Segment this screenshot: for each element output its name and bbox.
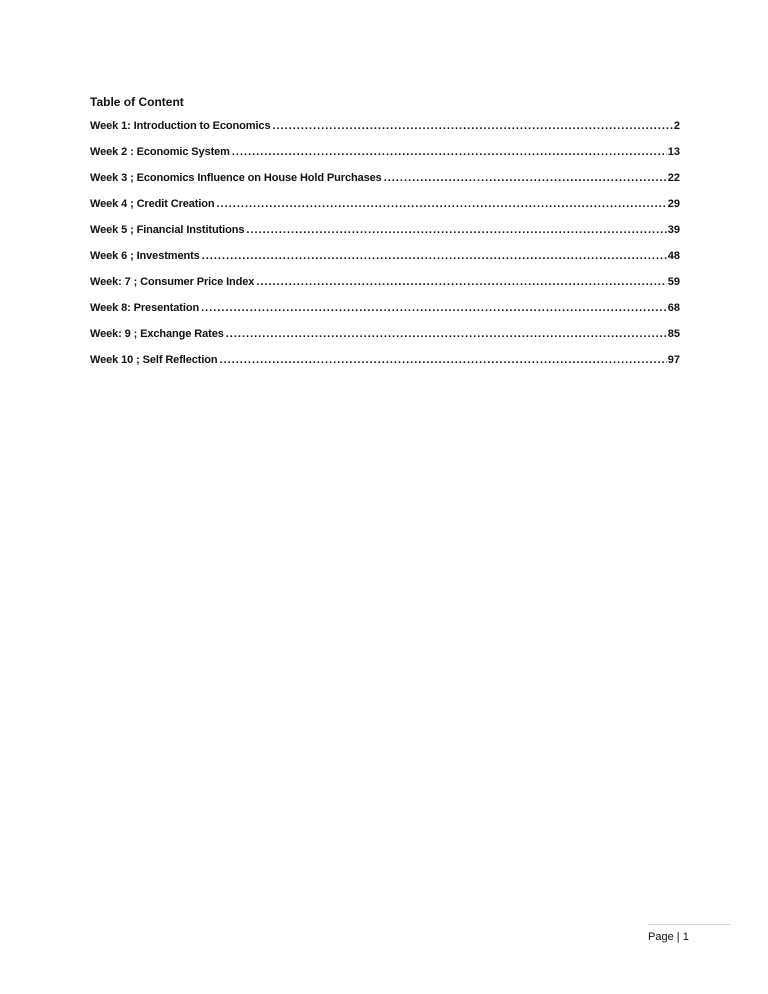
footer-page-number: 1 xyxy=(682,931,689,943)
toc-entry-week-5[interactable] xyxy=(90,221,680,247)
toc-entry-week-6[interactable] xyxy=(90,247,680,273)
toc-entry-page: 22 xyxy=(667,172,680,184)
toc-entry-page: 97 xyxy=(667,354,680,366)
toc-entry-page: 59 xyxy=(667,276,680,288)
toc-entry-label: Week 4 ; Credit Creation xyxy=(90,198,215,210)
footer-page-word: Page xyxy=(648,931,674,943)
table-of-contents xyxy=(90,93,680,377)
toc-entry-label: Week 6 ; Investments xyxy=(90,250,200,262)
toc-entry-label: Week 1: Introduction to Economics xyxy=(90,120,271,132)
toc-dot-leader xyxy=(246,221,666,239)
toc-entry-week-8[interactable] xyxy=(90,299,680,325)
toc-entry-label: Week: 9 ; Exchange Rates xyxy=(90,328,224,340)
toc-list xyxy=(90,117,680,377)
toc-entry-label: Week 10 ; Self Reflection xyxy=(90,354,218,366)
toc-entry-week-4[interactable] xyxy=(90,195,680,221)
toc-dot-leader xyxy=(226,325,667,343)
toc-entry-week-1[interactable] xyxy=(90,117,680,143)
toc-dot-leader xyxy=(217,195,667,213)
toc-dot-leader xyxy=(202,247,667,265)
toc-entry-page: 29 xyxy=(667,198,680,210)
toc-dot-leader xyxy=(256,273,666,291)
toc-entry-page: 2 xyxy=(673,120,680,132)
toc-entry-page: 85 xyxy=(667,328,680,340)
footer-separator: | xyxy=(676,931,680,943)
toc-entry-page: 13 xyxy=(667,146,680,158)
toc-entry-label: Week 3 ; Economics Influence on House Hold Purchases xyxy=(90,172,382,184)
toc-entry-week-7[interactable] xyxy=(90,273,680,299)
toc-entry-page: 68 xyxy=(667,302,680,314)
toc-entry-week-3[interactable] xyxy=(90,169,680,195)
toc-dot-leader xyxy=(220,351,667,369)
toc-entry-label: Week 5 ; Financial Institutions xyxy=(90,224,245,236)
toc-entry-week-2[interactable] xyxy=(90,143,680,169)
toc-dot-leader xyxy=(384,169,667,187)
toc-entry-label: Week 8: Presentation xyxy=(90,302,200,314)
toc-entry-label: Week 2 : Economic System xyxy=(90,146,230,158)
toc-entry-label: Week: 7 ; Consumer Price Index xyxy=(90,276,255,288)
toc-entry-page: 39 xyxy=(667,224,680,236)
toc-dot-leader xyxy=(272,117,672,135)
toc-entry-week-9[interactable] xyxy=(90,325,680,351)
page-footer xyxy=(648,924,730,943)
toc-entry-week-10[interactable] xyxy=(90,351,680,377)
toc-dot-leader xyxy=(201,299,667,317)
toc-title: Table of Content xyxy=(90,95,184,109)
toc-dot-leader xyxy=(232,143,667,161)
toc-entry-page: 48 xyxy=(667,250,680,262)
